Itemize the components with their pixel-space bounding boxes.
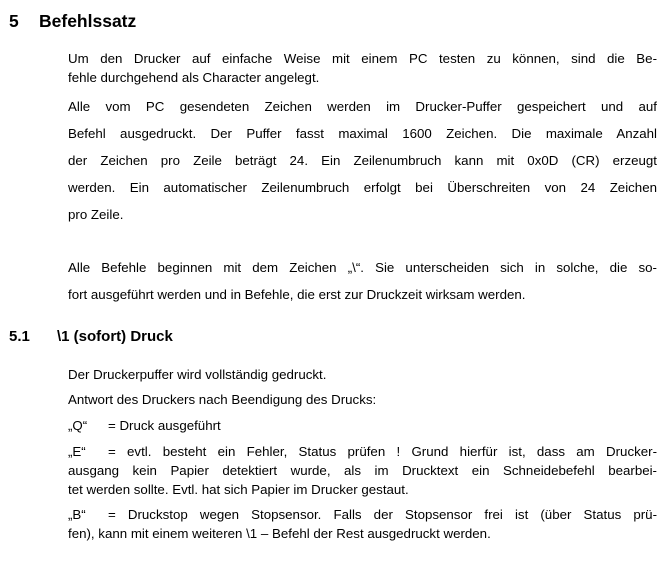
- response-line: fen), kann mit einem weiteren \1 – Befehl der Rest ausgedruckt werden.: [68, 526, 491, 541]
- response-line: tet werden sollte. Evtl. hat sich Papier im Drucker gestaut.: [68, 482, 409, 497]
- intro-paragraph: [68, 49, 657, 87]
- commands-paragraph: [68, 254, 657, 308]
- paragraph-line: Alle Befehle beginnen mit dem Zeichen „\“. Sie unterscheiden sich in solche, die so-: [68, 260, 657, 275]
- response-item-q: [68, 416, 657, 435]
- response-item-b: [68, 505, 657, 543]
- response-line: [68, 505, 657, 524]
- response-line: ausgang kein Papier detektiert wurde, als im Drucktext ein Schneidebefehl bearbei-: [68, 463, 657, 478]
- response-text: = evtl. besteht ein Fehler, Status prüfen ! Grund hierfür ist, dass am Drucker-: [108, 444, 657, 459]
- response-text: = Druckstop wegen Stopsensor. Falls der Stopsensor frei ist (über Status prü-: [108, 507, 657, 522]
- section-heading: [9, 10, 136, 32]
- paragraph-line: fehle durchgehend als Character angelegt.: [68, 70, 320, 85]
- response-item-e: [68, 442, 657, 499]
- paragraph-line: Alle vom PC gesendeten Zeichen werden im Drucker-Puffer gespeichert und auf: [68, 99, 657, 114]
- response-text: = Druck ausgeführt: [108, 418, 221, 433]
- subsection-description: [68, 365, 657, 384]
- paragraph-line: Antwort des Druckers nach Beendigung des Drucks:: [68, 392, 377, 407]
- subsection-title: \1 (sofort) Druck: [57, 328, 173, 345]
- buffer-paragraph: [68, 93, 657, 228]
- paragraph-line: werden. Ein automatischer Zeilenumbruch erfolgt bei Überschreiten von 24 Zeichen: [68, 180, 657, 195]
- paragraph-line: fort ausgeführt werden und in Befehle, die erst zur Druckzeit wirksam werden.: [68, 287, 526, 302]
- response-intro: [68, 390, 657, 409]
- subsection-heading: [9, 327, 173, 347]
- response-code: „B“: [68, 507, 86, 522]
- paragraph-line: der Zeichen pro Zeile beträgt 24. Ein Zeilenumbruch kann mit 0x0D (CR) erzeugt: [68, 153, 657, 168]
- response-line: [68, 416, 657, 435]
- paragraph-line: pro Zeile.: [68, 207, 124, 222]
- paragraph-line: Der Druckerpuffer wird vollständig gedruckt.: [68, 367, 327, 382]
- paragraph-line: Um den Drucker auf einfache Weise mit einem PC testen zu können, sind die Be-: [68, 51, 657, 66]
- response-code: „Q“: [68, 418, 88, 433]
- response-line: [68, 442, 657, 461]
- response-code: „E“: [68, 444, 86, 459]
- paragraph-line: Befehl ausgedruckt. Der Puffer fasst maximal 1600 Zeichen. Die maximale Anzahl: [68, 126, 657, 141]
- section-title: Befehlssatz: [39, 11, 137, 31]
- section-number: 5: [9, 11, 19, 31]
- subsection-number: 5.1: [9, 328, 30, 345]
